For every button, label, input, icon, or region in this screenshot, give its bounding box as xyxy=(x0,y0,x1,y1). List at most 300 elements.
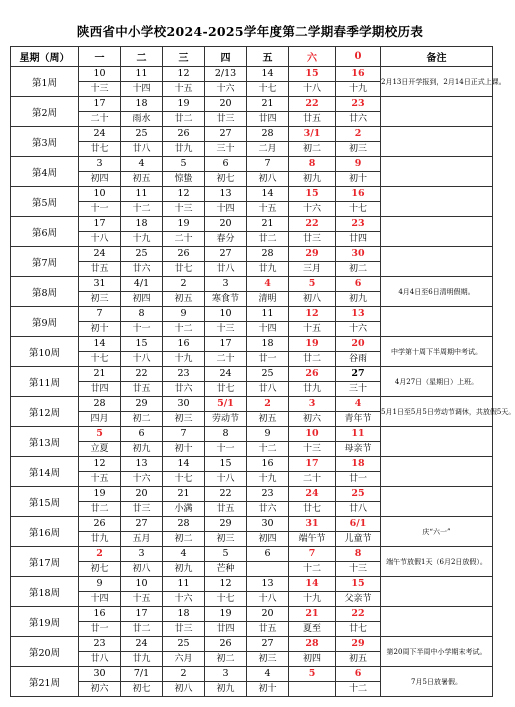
lunar-cell: 初八 xyxy=(247,172,289,187)
lunar-cell: 十四 xyxy=(247,322,289,337)
date-cell: 5 xyxy=(163,157,205,172)
lunar-cell: 廿七 xyxy=(79,142,121,157)
date-cell: 19 xyxy=(163,217,205,232)
lunar-cell: 初三 xyxy=(247,652,289,667)
date-cell: 11 xyxy=(163,577,205,592)
week-label: 第19周 xyxy=(11,607,79,637)
lunar-cell: 立夏 xyxy=(79,442,121,457)
date-cell: 2 xyxy=(163,277,205,292)
lunar-cell: 初二 xyxy=(121,412,163,427)
date-cell: 28 xyxy=(247,127,289,142)
lunar-cell: 二十 xyxy=(289,472,336,487)
lunar-cell: 廿四 xyxy=(336,232,381,247)
date-cell: 9 xyxy=(163,307,205,322)
date-cell: 7 xyxy=(163,427,205,442)
date-cell: 23 xyxy=(336,217,381,232)
date-cell: 3 xyxy=(205,667,247,682)
note-cell: 端午节放假1天（6月2日放假）。 xyxy=(381,547,493,577)
lunar-cell: 十三 xyxy=(289,442,336,457)
week-date-row xyxy=(11,487,493,502)
date-cell: 19 xyxy=(163,97,205,112)
lunar-cell: 劳动节 xyxy=(205,412,247,427)
date-cell: 21 xyxy=(289,607,336,622)
lunar-cell: 初七 xyxy=(205,172,247,187)
date-cell: 8 xyxy=(205,427,247,442)
lunar-cell: 儿童节 xyxy=(336,532,381,547)
week-date-row xyxy=(11,607,493,622)
date-cell: 12 xyxy=(163,67,205,82)
lunar-cell: 十五 xyxy=(121,592,163,607)
date-cell: 30 xyxy=(163,397,205,412)
date-cell: 18 xyxy=(336,457,381,472)
lunar-cell: 十六 xyxy=(163,592,205,607)
header-row xyxy=(11,47,493,67)
lunar-cell: 廿三 xyxy=(205,112,247,127)
date-cell: 16 xyxy=(163,337,205,352)
date-cell: 19 xyxy=(205,607,247,622)
date-cell: 17 xyxy=(79,97,121,112)
lunar-cell: 初十 xyxy=(247,682,289,697)
note-cell: 2月13日开学报到，2月14日正式上课。 xyxy=(381,67,493,97)
date-cell: 4 xyxy=(336,397,381,412)
lunar-cell: 廿七 xyxy=(289,502,336,517)
header-cell: 五 xyxy=(247,47,289,67)
date-cell: 30 xyxy=(79,667,121,682)
lunar-cell: 廿一 xyxy=(247,352,289,367)
date-cell: 24 xyxy=(121,637,163,652)
lunar-cell: 六月 xyxy=(163,652,205,667)
lunar-cell: 廿五 xyxy=(289,112,336,127)
lunar-cell: 十五 xyxy=(289,322,336,337)
lunar-cell: 廿五 xyxy=(121,382,163,397)
week-date-row xyxy=(11,157,493,172)
date-cell: 7 xyxy=(79,307,121,322)
lunar-cell: 初五 xyxy=(336,652,381,667)
date-cell: 7 xyxy=(247,157,289,172)
note-cell xyxy=(381,487,493,517)
lunar-cell: 十六 xyxy=(121,472,163,487)
lunar-cell: 小满 xyxy=(163,502,205,517)
date-cell: 30 xyxy=(336,247,381,262)
date-cell: 11 xyxy=(121,67,163,82)
lunar-cell: 十七 xyxy=(247,82,289,97)
header-cell: 六 xyxy=(289,47,336,67)
note-cell xyxy=(381,577,493,607)
lunar-cell: 十八 xyxy=(205,472,247,487)
date-cell: 29 xyxy=(205,517,247,532)
lunar-cell: 十四 xyxy=(121,82,163,97)
lunar-cell: 青年节 xyxy=(336,412,381,427)
header-cell: 星期（周） xyxy=(11,47,79,67)
week-label: 第16周 xyxy=(11,517,79,547)
date-cell: 10 xyxy=(121,577,163,592)
date-cell: 25 xyxy=(247,367,289,382)
page-title: 陕西省中小学校2024-2025学年度第二学期春季学期校历表 xyxy=(76,24,424,39)
week-date-row xyxy=(11,577,493,592)
lunar-cell: 初五 xyxy=(247,412,289,427)
date-cell: 26 xyxy=(163,127,205,142)
note-cell xyxy=(381,217,493,247)
date-cell: 18 xyxy=(121,217,163,232)
date-cell: 10 xyxy=(79,187,121,202)
date-cell: 23 xyxy=(163,367,205,382)
date-cell: 12 xyxy=(79,457,121,472)
lunar-cell: 十六 xyxy=(205,82,247,97)
header-cell: 备注 xyxy=(381,47,493,67)
date-cell: 15 xyxy=(289,67,336,82)
week-label: 第15周 xyxy=(11,487,79,517)
week-date-row xyxy=(11,127,493,142)
date-cell: 6 xyxy=(121,427,163,442)
date-cell: 4 xyxy=(163,547,205,562)
date-cell: 20 xyxy=(205,97,247,112)
date-cell: 14 xyxy=(247,67,289,82)
lunar-cell: 廿七 xyxy=(205,382,247,397)
note-cell: 7月5日放暑假。 xyxy=(381,667,493,697)
lunar-cell: 廿八 xyxy=(79,652,121,667)
date-cell: 29 xyxy=(336,637,381,652)
date-cell: 22 xyxy=(121,367,163,382)
date-cell: 15 xyxy=(289,187,336,202)
week-date-row xyxy=(11,307,493,322)
lunar-cell: 廿三 xyxy=(121,502,163,517)
week-label: 第9周 xyxy=(11,307,79,337)
lunar-cell xyxy=(289,682,336,697)
lunar-cell: 初五 xyxy=(121,172,163,187)
lunar-cell: 二十 xyxy=(205,352,247,367)
week-label: 第17周 xyxy=(11,547,79,577)
lunar-cell: 十一 xyxy=(205,442,247,457)
date-cell: 14 xyxy=(289,577,336,592)
date-cell: 27 xyxy=(247,637,289,652)
note-cell xyxy=(381,307,493,337)
date-cell: 3 xyxy=(205,277,247,292)
date-cell: 28 xyxy=(289,637,336,652)
lunar-cell: 芒种 xyxy=(205,562,247,577)
lunar-cell: 廿七 xyxy=(163,262,205,277)
lunar-cell: 初五 xyxy=(163,292,205,307)
week-label: 第5周 xyxy=(11,187,79,217)
table-body xyxy=(11,67,515,697)
note-cell: 第20周下半周中小学期末考试。 xyxy=(381,637,493,667)
date-cell: 20 xyxy=(121,487,163,502)
lunar-cell: 廿一 xyxy=(336,472,381,487)
lunar-cell: 廿六 xyxy=(163,382,205,397)
lunar-cell: 廿二 xyxy=(289,352,336,367)
lunar-cell: 十五 xyxy=(163,82,205,97)
date-cell: 24 xyxy=(79,127,121,142)
date-cell: 26 xyxy=(163,247,205,262)
week-label: 第3周 xyxy=(11,127,79,157)
lunar-cell: 十九 xyxy=(247,472,289,487)
week-label: 第18周 xyxy=(11,577,79,607)
lunar-cell: 初九 xyxy=(121,442,163,457)
lunar-cell: 二十 xyxy=(79,112,121,127)
week-date-row xyxy=(11,457,493,472)
lunar-cell: 四月 xyxy=(79,412,121,427)
lunar-cell: 初二 xyxy=(205,652,247,667)
week-label: 第14周 xyxy=(11,457,79,487)
date-cell: 27 xyxy=(121,517,163,532)
lunar-cell: 二十 xyxy=(163,232,205,247)
lunar-cell: 廿八 xyxy=(247,382,289,397)
lunar-cell: 初七 xyxy=(121,682,163,697)
date-cell: 2 xyxy=(336,127,381,142)
date-cell: 15 xyxy=(205,457,247,472)
lunar-cell: 十七 xyxy=(163,472,205,487)
date-cell: 21 xyxy=(163,487,205,502)
lunar-cell: 春分 xyxy=(205,232,247,247)
date-cell: 27 xyxy=(205,247,247,262)
lunar-cell: 初九 xyxy=(289,172,336,187)
week-date-row xyxy=(11,97,493,112)
lunar-cell: 初十 xyxy=(336,172,381,187)
note-cell xyxy=(381,607,493,637)
lunar-cell: 廿六 xyxy=(247,502,289,517)
date-cell: 6 xyxy=(336,667,381,682)
header-cell: 三 xyxy=(163,47,205,67)
date-cell: 14 xyxy=(163,457,205,472)
lunar-cell: 初八 xyxy=(289,292,336,307)
note-cell xyxy=(381,247,493,277)
date-cell: 17 xyxy=(205,337,247,352)
week-date-row xyxy=(11,67,493,82)
lunar-cell: 十五 xyxy=(247,202,289,217)
date-cell: 3 xyxy=(121,547,163,562)
lunar-cell: 初八 xyxy=(163,682,205,697)
date-cell: 13 xyxy=(247,577,289,592)
date-cell: 4 xyxy=(247,277,289,292)
lunar-cell: 廿八 xyxy=(205,262,247,277)
lunar-cell: 五月 xyxy=(121,532,163,547)
lunar-cell: 廿八 xyxy=(121,142,163,157)
week-label: 第4周 xyxy=(11,157,79,187)
date-cell: 25 xyxy=(163,637,205,652)
lunar-cell: 十三 xyxy=(205,322,247,337)
date-cell: 11 xyxy=(247,307,289,322)
lunar-cell: 初二 xyxy=(336,262,381,277)
lunar-cell: 十三 xyxy=(336,562,381,577)
date-cell: 15 xyxy=(121,337,163,352)
lunar-cell: 廿九 xyxy=(289,382,336,397)
date-cell: 24 xyxy=(79,247,121,262)
lunar-cell: 初三 xyxy=(163,412,205,427)
date-cell: 5/1 xyxy=(205,397,247,412)
date-cell: 18 xyxy=(121,97,163,112)
date-cell: 6 xyxy=(205,157,247,172)
week-date-row xyxy=(11,367,493,382)
note-cell: 5月1日至5月5日劳动节调休，共放假5天。 xyxy=(381,397,493,427)
date-cell: 27 xyxy=(205,127,247,142)
lunar-cell: 十九 xyxy=(163,352,205,367)
note-cell xyxy=(381,457,493,487)
lunar-cell: 初十 xyxy=(79,322,121,337)
date-cell: 3 xyxy=(289,397,336,412)
date-cell: 25 xyxy=(121,247,163,262)
date-cell: 19 xyxy=(289,337,336,352)
date-cell: 6 xyxy=(247,547,289,562)
date-cell: 26 xyxy=(79,517,121,532)
date-cell: 7 xyxy=(289,547,336,562)
date-cell: 11 xyxy=(121,187,163,202)
date-cell: 12 xyxy=(163,187,205,202)
date-cell: 11 xyxy=(336,427,381,442)
school-calendar-table xyxy=(10,46,515,697)
week-date-row xyxy=(11,247,493,262)
date-cell: 22 xyxy=(205,487,247,502)
date-cell: 23 xyxy=(247,487,289,502)
lunar-cell: 三十 xyxy=(205,142,247,157)
date-cell: 25 xyxy=(121,127,163,142)
lunar-cell: 初四 xyxy=(247,532,289,547)
date-cell: 27 xyxy=(336,367,381,382)
date-cell: 16 xyxy=(247,457,289,472)
lunar-cell: 廿三 xyxy=(289,232,336,247)
week-date-row xyxy=(11,187,493,202)
date-cell: 16 xyxy=(336,67,381,82)
date-cell: 30 xyxy=(247,517,289,532)
lunar-cell: 十八 xyxy=(247,592,289,607)
note-cell xyxy=(381,97,493,127)
lunar-cell: 初八 xyxy=(121,562,163,577)
note-cell xyxy=(381,427,493,457)
note-cell xyxy=(381,157,493,187)
date-cell: 21 xyxy=(247,97,289,112)
lunar-cell: 廿九 xyxy=(121,652,163,667)
note-cell: 4月27日（星期日）上班。 xyxy=(381,367,493,397)
date-cell: 12 xyxy=(205,577,247,592)
date-cell: 28 xyxy=(79,397,121,412)
date-cell: 5 xyxy=(289,667,336,682)
lunar-cell: 端午节 xyxy=(289,532,336,547)
lunar-cell: 廿六 xyxy=(121,262,163,277)
lunar-cell: 清明 xyxy=(247,292,289,307)
date-cell: 4/1 xyxy=(121,277,163,292)
lunar-cell: 初九 xyxy=(163,562,205,577)
lunar-cell: 初四 xyxy=(289,652,336,667)
lunar-cell: 廿五 xyxy=(79,262,121,277)
lunar-cell: 十七 xyxy=(79,352,121,367)
date-cell: 14 xyxy=(79,337,121,352)
lunar-cell: 雨水 xyxy=(121,112,163,127)
lunar-cell: 初七 xyxy=(79,562,121,577)
date-cell: 29 xyxy=(121,397,163,412)
lunar-cell: 廿二 xyxy=(247,232,289,247)
header-cell: 二 xyxy=(121,47,163,67)
lunar-cell: 廿七 xyxy=(336,622,381,637)
date-cell: 3 xyxy=(79,157,121,172)
date-cell: 22 xyxy=(336,607,381,622)
lunar-cell: 十七 xyxy=(205,592,247,607)
date-cell: 26 xyxy=(289,367,336,382)
week-date-row xyxy=(11,397,493,412)
lunar-cell: 初九 xyxy=(205,682,247,697)
date-cell: 2 xyxy=(163,667,205,682)
date-cell: 16 xyxy=(79,607,121,622)
date-cell: 6 xyxy=(336,277,381,292)
date-cell: 23 xyxy=(336,97,381,112)
lunar-cell: 十四 xyxy=(205,202,247,217)
date-cell: 10 xyxy=(289,427,336,442)
week-date-row xyxy=(11,217,493,232)
date-cell: 3/1 xyxy=(289,127,336,142)
date-cell: 16 xyxy=(336,187,381,202)
date-cell: 17 xyxy=(79,217,121,232)
date-cell: 2/13 xyxy=(205,67,247,82)
lunar-cell: 十三 xyxy=(79,82,121,97)
date-cell: 24 xyxy=(289,487,336,502)
date-cell: 17 xyxy=(121,607,163,622)
lunar-cell: 母亲节 xyxy=(336,442,381,457)
lunar-cell: 惊蛰 xyxy=(163,172,205,187)
date-cell: 19 xyxy=(79,487,121,502)
lunar-cell: 十八 xyxy=(289,82,336,97)
table-header xyxy=(11,47,493,67)
lunar-cell: 二月 xyxy=(247,142,289,157)
lunar-cell xyxy=(247,562,289,577)
date-cell: 10 xyxy=(79,67,121,82)
date-cell: 8 xyxy=(289,157,336,172)
note-cell xyxy=(381,127,493,157)
date-cell: 20 xyxy=(205,217,247,232)
lunar-cell: 廿六 xyxy=(336,112,381,127)
lunar-cell: 初三 xyxy=(205,532,247,547)
lunar-cell: 十四 xyxy=(79,592,121,607)
date-cell: 4 xyxy=(247,667,289,682)
header-cell: 0 xyxy=(336,47,381,67)
date-cell: 5 xyxy=(289,277,336,292)
date-cell: 5 xyxy=(79,427,121,442)
lunar-cell: 父亲节 xyxy=(336,592,381,607)
date-cell: 23 xyxy=(79,637,121,652)
lunar-cell: 廿九 xyxy=(163,142,205,157)
date-cell: 31 xyxy=(79,277,121,292)
note-cell xyxy=(381,187,493,217)
date-cell: 20 xyxy=(336,337,381,352)
date-cell: 7/1 xyxy=(121,667,163,682)
lunar-cell: 初六 xyxy=(289,412,336,427)
lunar-cell: 廿九 xyxy=(79,532,121,547)
lunar-cell: 十二 xyxy=(336,682,381,697)
date-cell: 13 xyxy=(121,457,163,472)
lunar-cell: 十一 xyxy=(79,202,121,217)
week-label: 第1周 xyxy=(11,67,79,97)
date-cell: 25 xyxy=(336,487,381,502)
lunar-cell: 廿三 xyxy=(163,622,205,637)
week-date-row xyxy=(11,517,493,532)
date-cell: 22 xyxy=(289,217,336,232)
lunar-cell: 十九 xyxy=(121,232,163,247)
date-cell: 17 xyxy=(289,457,336,472)
lunar-cell: 廿二 xyxy=(121,622,163,637)
week-date-row xyxy=(11,667,493,682)
lunar-cell: 廿九 xyxy=(247,262,289,277)
lunar-cell: 十一 xyxy=(121,322,163,337)
week-label: 第8周 xyxy=(11,277,79,307)
week-date-row xyxy=(11,547,493,562)
date-cell: 20 xyxy=(247,607,289,622)
week-date-row xyxy=(11,337,493,352)
date-cell: 28 xyxy=(247,247,289,262)
date-cell: 5 xyxy=(205,547,247,562)
lunar-cell: 十二 xyxy=(163,322,205,337)
week-label: 第2周 xyxy=(11,97,79,127)
week-label: 第10周 xyxy=(11,337,79,367)
week-label: 第13周 xyxy=(11,427,79,457)
header-cell: 一 xyxy=(79,47,121,67)
lunar-cell: 十六 xyxy=(336,322,381,337)
week-label: 第7周 xyxy=(11,247,79,277)
